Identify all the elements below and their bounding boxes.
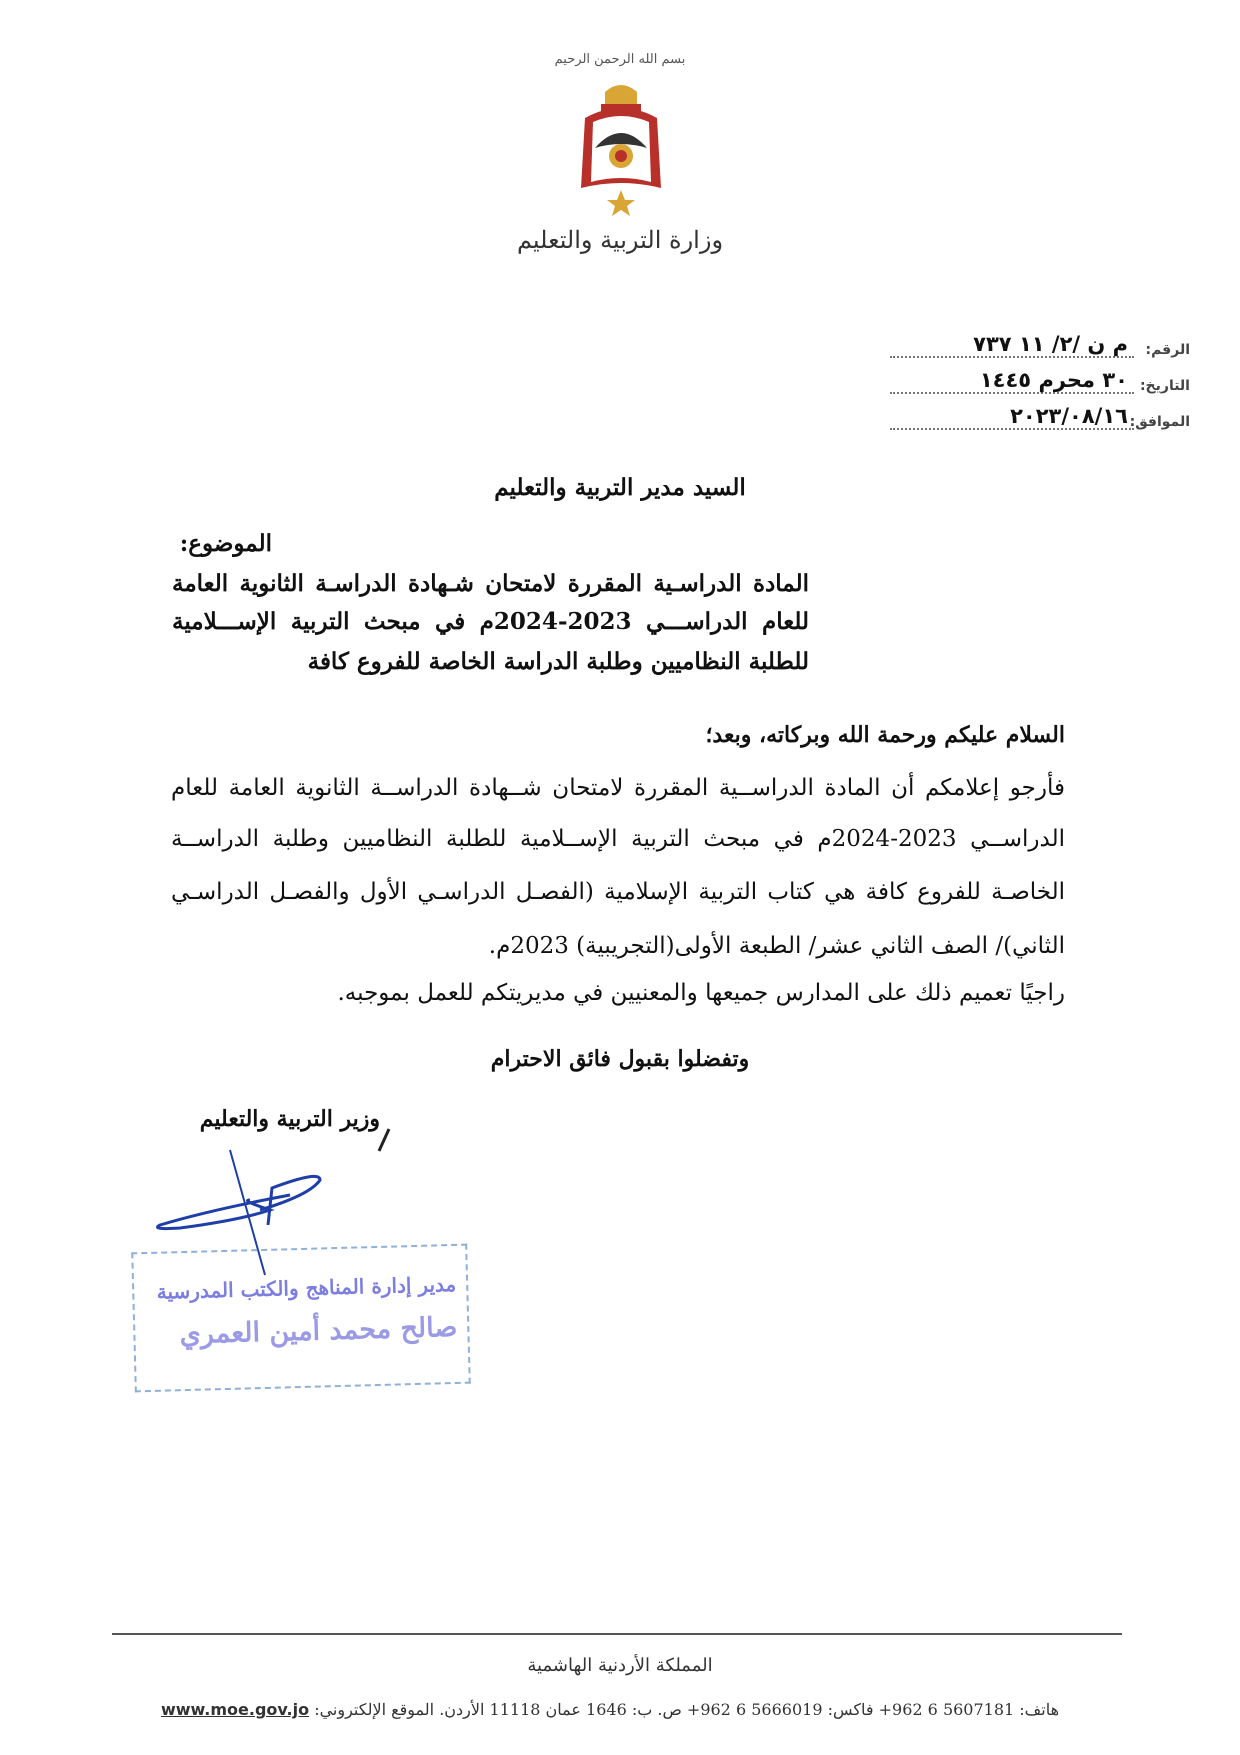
ref-number-value: م ن /٢/ ١١ ٧٣٧ <box>890 332 1134 358</box>
ministry-name: وزارة التربية والتعليم <box>516 226 724 254</box>
ref-corresponding-label: الموافق: <box>1129 414 1190 430</box>
body-line: الخاصـة للفروع كافة هي كتاب التربية الإسلامية (الفصـل الدراسـي الأول والفصـل الدراسـي <box>171 879 1065 905</box>
ref-number-label: الرقم: <box>1145 342 1190 358</box>
basmala: بسم الله الرحمن الرحيم <box>554 52 686 67</box>
stamp-name: صالح محمد أمين العمري <box>179 1311 458 1351</box>
subject-line: للعام الدراســـي 2023-2024م في مبحث التربية الإســـلامية <box>172 608 809 635</box>
reference-block <box>890 322 1190 430</box>
footer-divider <box>112 1633 1122 1635</box>
ref-date-value: ٣٠ محرم ١٤٤٥ <box>890 368 1134 394</box>
official-stamp <box>131 1244 471 1393</box>
ref-date-label: التاريخ: <box>1139 378 1190 394</box>
website-link[interactable]: www.moe.gov.jo <box>160 1700 310 1719</box>
signer-title: وزير التربية والتعليم <box>199 1106 380 1132</box>
ref-corresponding-value: ٢٠٢٣/٠٨/١٦ <box>890 404 1134 430</box>
closing: وتفضلوا بقبول فائق الاحترام <box>490 1046 750 1072</box>
subject-line: للطلبة النظاميين وطلبة الدراسة الخاصة للفروع كافة <box>307 648 809 675</box>
greeting: السلام عليكم ورحمة الله وبركاته، وبعد؛ <box>705 722 1065 748</box>
coat-of-arms-logo <box>565 78 677 218</box>
body-line: راجيًا تعميم ذلك على المدارس جميعها والمعنيين في مديريتكم للعمل بموجبه. <box>337 980 1065 1006</box>
body-line: الدراســي 2023-2024م في مبحث التربية الإســلامية للطلبة النظاميين وطلبة الدراســة <box>171 826 1065 852</box>
footer-contact <box>160 1700 1060 1719</box>
stamp-title: مدير إدارة المناهج والكتب المدرسية <box>156 1271 457 1304</box>
footer-country: المملكة الأردنية الهاشمية <box>527 1655 713 1676</box>
addressee: السيد مدير التربية والتعليم <box>494 474 746 501</box>
body-line: الثاني)/ الصف الثاني عشر/ الطبعة الأولى(التجريبية) 2023م. <box>488 933 1065 959</box>
subject-label: الموضوع: <box>179 530 272 557</box>
body-line: فأرجو إعلامكم أن المادة الدراســية المقررة لامتحان شــهادة الدراســة الثانوية العامة للعام <box>171 775 1065 801</box>
footer-contact-info: هاتف: 5607181 6 962+ فاكس: 5666019 6 962+ ص. ب: 1646 عمان 11118 الأردن. الموقع الإلكتروني: <box>314 1700 1060 1719</box>
subject-line: المادة الدراسـية المقررة لامتحان شـهادة الدراسـة الثانوية العامة <box>172 570 809 597</box>
comma-mark <box>375 1125 395 1155</box>
